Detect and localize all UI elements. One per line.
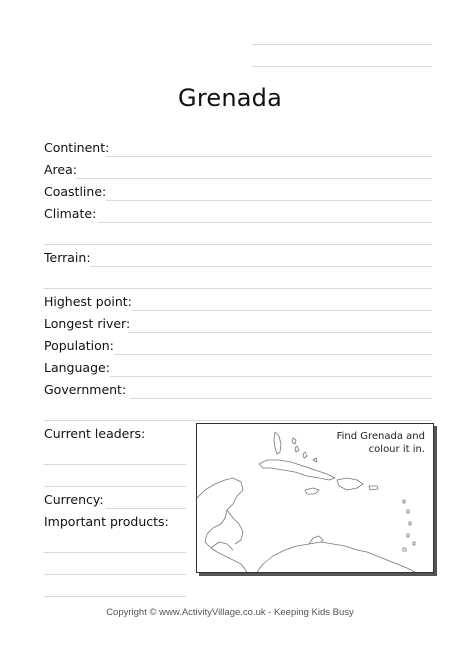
answer-line	[44, 552, 186, 553]
field-row-area	[44, 159, 432, 179]
answer-line	[114, 354, 432, 355]
name-blank-line	[252, 44, 432, 45]
field-row-language	[44, 357, 432, 377]
answer-line	[44, 596, 186, 597]
answer-line	[110, 376, 432, 377]
field-label-important-products: Important products:	[44, 514, 169, 529]
field-label-terrain: Terrain:	[44, 250, 91, 265]
answer-line	[44, 464, 186, 465]
field-label-current-leaders: Current leaders:	[44, 426, 146, 441]
field-row-population	[44, 335, 432, 355]
answer-line	[44, 420, 432, 421]
map-box	[196, 423, 434, 573]
answer-line	[128, 332, 432, 333]
field-row-climate-extra	[44, 225, 432, 245]
answer-line	[106, 200, 432, 201]
answer-line	[44, 244, 432, 245]
field-label-government: Government:	[44, 382, 127, 397]
field-row-leaders-extra-2	[44, 467, 186, 487]
answer-line	[44, 486, 186, 487]
field-row-coastline	[44, 181, 432, 201]
field-row-currency	[44, 489, 186, 509]
field-row-government-extra	[44, 401, 432, 421]
field-row-longest-river	[44, 313, 432, 333]
field-row-continent	[44, 137, 432, 157]
answer-line	[106, 508, 186, 509]
answer-line	[132, 310, 432, 311]
field-row-terrain-extra	[44, 269, 432, 289]
answer-line	[130, 398, 432, 399]
field-row-products-extra-1	[44, 533, 186, 553]
field-row-terrain	[44, 247, 432, 267]
page-title: Grenada	[178, 84, 282, 112]
field-row-leaders-extra-1	[44, 445, 186, 465]
answer-line	[44, 574, 186, 575]
map-instruction	[315, 430, 425, 456]
field-row-government	[44, 379, 432, 399]
field-label-area: Area:	[44, 162, 77, 177]
field-row-important-products	[44, 511, 186, 531]
answer-line	[98, 222, 432, 223]
map-instruction-line-2: colour it in.	[368, 444, 425, 455]
answer-line	[90, 266, 432, 267]
field-label-language: Language:	[44, 360, 110, 375]
field-label-highest-point: Highest point:	[44, 294, 132, 309]
field-label-continent: Continent:	[44, 140, 110, 155]
field-row-products-extra-3	[44, 577, 186, 597]
answer-line	[106, 156, 432, 157]
field-label-currency: Currency:	[44, 492, 104, 507]
field-label-climate: Climate:	[44, 206, 97, 221]
field-row-highest-point	[44, 291, 432, 311]
field-row-current-leaders	[44, 423, 186, 443]
field-row-climate	[44, 203, 432, 223]
copyright-footer: Copyright © www.ActivityVillage.co.uk - Keeping Kids Busy	[106, 607, 354, 618]
field-label-longest-river: Longest river:	[44, 316, 131, 331]
field-label-coastline: Coastline:	[44, 184, 107, 199]
answer-line	[76, 178, 432, 179]
date-blank-line	[252, 66, 432, 67]
field-label-population: Population:	[44, 338, 114, 353]
answer-line	[44, 288, 432, 289]
map-instruction-line-1: Find Grenada and	[336, 431, 425, 442]
field-row-products-extra-2	[44, 555, 186, 575]
